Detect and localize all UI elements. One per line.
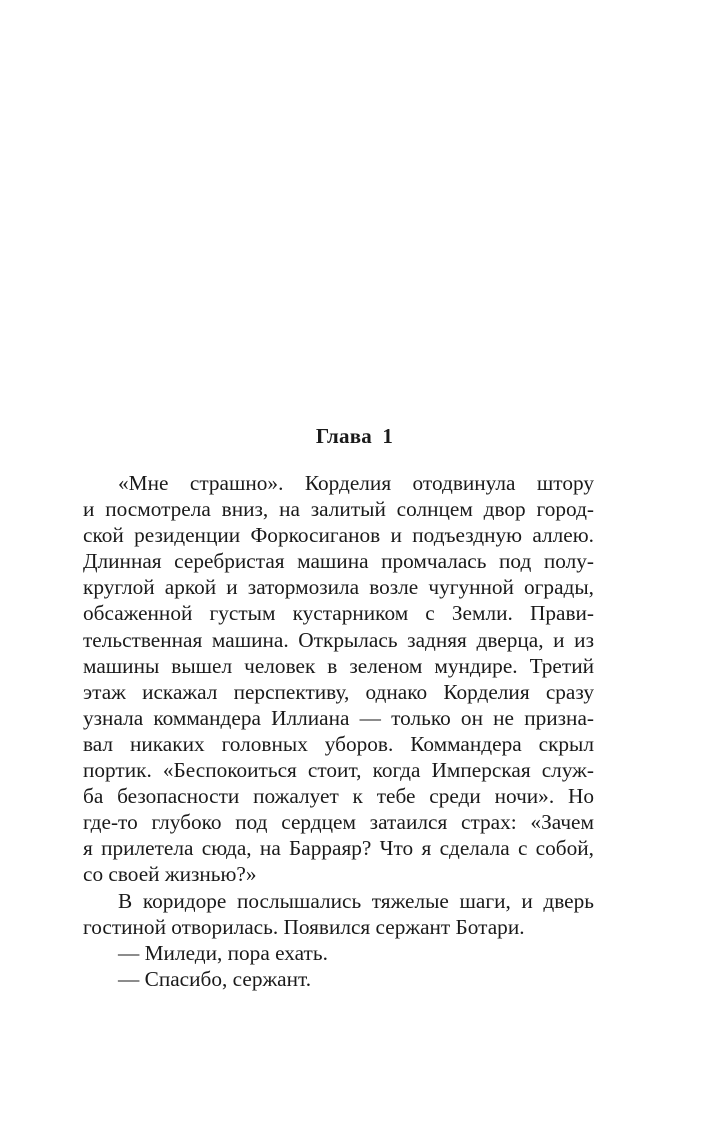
- chapter-title: Глава 1: [315, 424, 394, 448]
- dialogue-line: — Спасибо, сержант.: [118, 966, 312, 991]
- text-line: ба безопасности пожалует к тебе среди ночи». Но: [83, 784, 594, 809]
- text-line: где-то глубоко под сердцем затаился страх: «Зачем: [83, 810, 594, 835]
- text-line: «Мне страшно». Корделия отодвинула штору: [118, 471, 594, 495]
- text-line: В коридоре послышались тяжелые шаги, и дверь: [118, 888, 594, 913]
- text-line: узнала коммандера Иллиана — только он не призна-: [83, 705, 594, 730]
- text-line: вал никаких головных уборов. Коммандера скрыл: [83, 731, 594, 756]
- text-line: ской резиденции Форкосиганов и подъездную аллею.: [83, 523, 594, 548]
- text-line: и посмотрела вниз, на залитый солнцем двор город-: [83, 497, 594, 522]
- text-line: я прилетела сюда, на Барраяр? Что я сделала с собой,: [83, 836, 594, 861]
- text-line: тельственная машина. Открылась задняя дверца, и из: [83, 627, 594, 652]
- text-line: круглой аркой и затормозила возле чугунной ограды,: [83, 575, 594, 600]
- chapter-body-text: [83, 470, 594, 992]
- dialogue-line: — Миледи, пора ехать.: [118, 940, 328, 965]
- text-line: гостиной отворилась. Появился сержант Ботари.: [83, 914, 525, 939]
- text-line: Длинная серебристая машина промчалась под полу-: [83, 549, 594, 574]
- text-line: обсаженной густым кустарником с Земли. Прави-: [83, 601, 594, 626]
- text-line: со своей жизнью?»: [83, 862, 257, 887]
- text-line: этаж искажал перспективу, однако Корделия сразу: [83, 679, 594, 704]
- text-line: портик. «Беспокоиться стоит, когда Имперская служ-: [83, 758, 594, 783]
- text-line: машины вышел человек в зеленом мундире. Третий: [83, 653, 594, 678]
